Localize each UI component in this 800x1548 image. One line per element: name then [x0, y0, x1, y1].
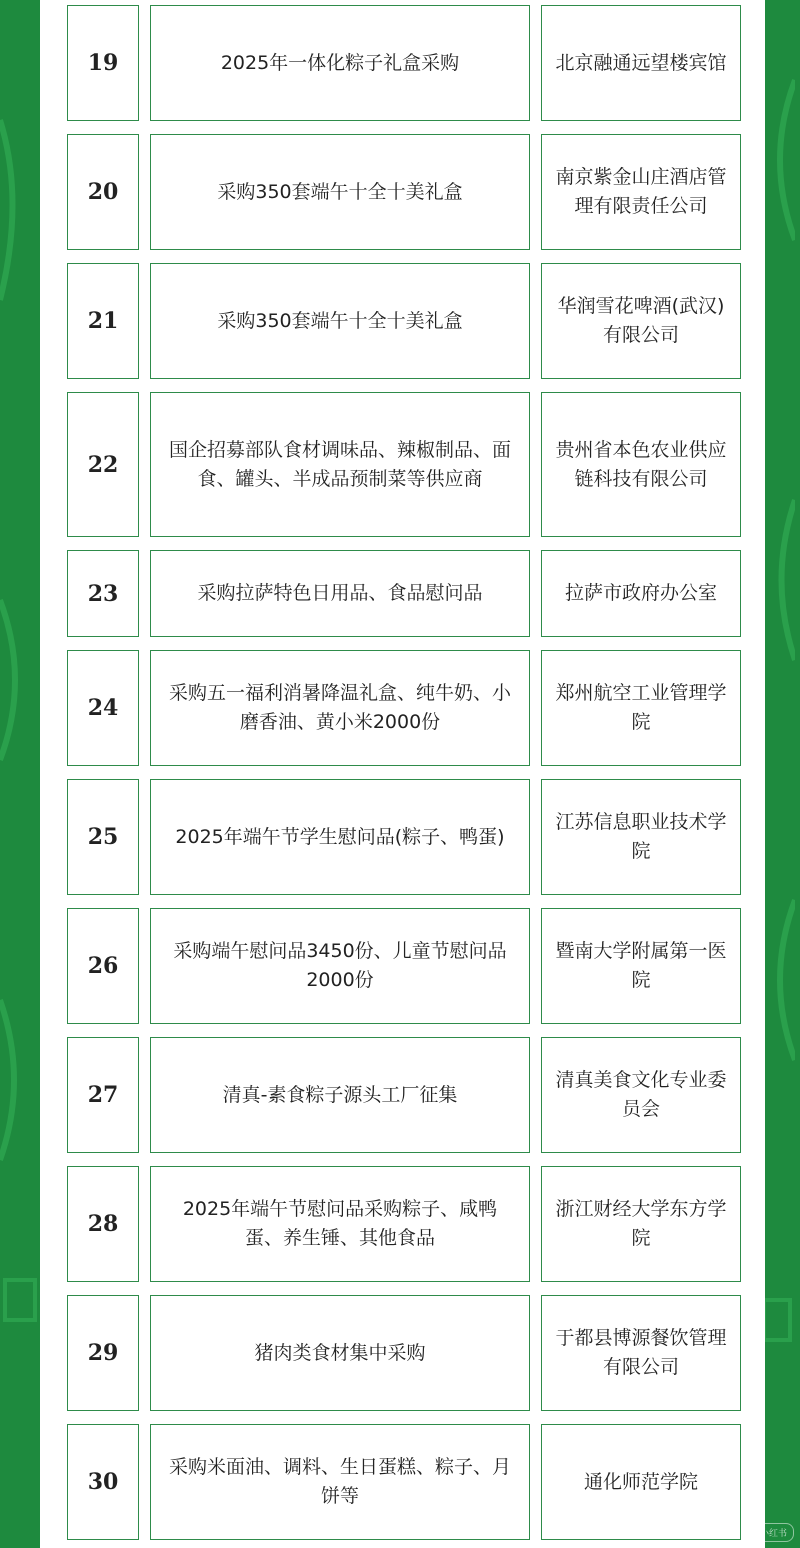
procurement-item: 采购端午慰问品3450份、儿童节慰问品2000份	[150, 908, 530, 1024]
table-row	[40, 263, 765, 379]
procurement-item: 采购米面油、调料、生日蛋糕、粽子、月饼等	[150, 1424, 530, 1540]
table-row	[40, 908, 765, 1024]
row-number: 30	[67, 1424, 139, 1540]
procurement-table	[40, 0, 765, 1548]
table-row	[40, 1295, 765, 1411]
table-row	[40, 5, 765, 121]
procurement-item: 采购350套端午十全十美礼盒	[150, 134, 530, 250]
procurement-item: 国企招募部队食材调味品、辣椒制品、面食、罐头、半成品预制菜等供应商	[150, 392, 530, 537]
purchasing-organization: 南京紫金山庄酒店管理有限责任公司	[541, 134, 741, 250]
procurement-item: 2025年一体化粽子礼盒采购	[150, 5, 530, 121]
purchasing-organization: 浙江财经大学东方学院	[541, 1166, 741, 1282]
purchasing-organization: 拉萨市政府办公室	[541, 550, 741, 637]
table-row	[40, 1424, 765, 1540]
row-number: 23	[67, 550, 139, 637]
table-row	[40, 1037, 765, 1153]
row-number: 27	[67, 1037, 139, 1153]
table-row	[40, 550, 765, 637]
row-number: 22	[67, 392, 139, 537]
procurement-item: 采购五一福利消暑降温礼盒、纯牛奶、小磨香油、黄小米2000份	[150, 650, 530, 766]
row-number: 21	[67, 263, 139, 379]
watermark-badge: 小红书	[753, 1523, 794, 1542]
row-number: 19	[67, 5, 139, 121]
row-number: 20	[67, 134, 139, 250]
procurement-item: 采购350套端午十全十美礼盒	[150, 263, 530, 379]
purchasing-organization: 华润雪花啤酒(武汉)有限公司	[541, 263, 741, 379]
purchasing-organization: 暨南大学附属第一医院	[541, 908, 741, 1024]
purchasing-organization: 北京融通远望楼宾馆	[541, 5, 741, 121]
purchasing-organization: 通化师范学院	[541, 1424, 741, 1540]
table-row	[40, 1166, 765, 1282]
procurement-item: 猪肉类食材集中采购	[150, 1295, 530, 1411]
purchasing-organization: 贵州省本色农业供应链科技有限公司	[541, 392, 741, 537]
table-row	[40, 650, 765, 766]
table-row	[40, 779, 765, 895]
left-decorative-border	[0, 0, 40, 1548]
purchasing-organization: 清真美食文化专业委员会	[541, 1037, 741, 1153]
row-number: 29	[67, 1295, 139, 1411]
procurement-item: 采购拉萨特色日用品、食品慰问品	[150, 550, 530, 637]
row-number: 28	[67, 1166, 139, 1282]
row-number: 25	[67, 779, 139, 895]
row-number: 26	[67, 908, 139, 1024]
purchasing-organization: 于都县博源餐饮管理有限公司	[541, 1295, 741, 1411]
table-row	[40, 392, 765, 537]
table-row	[40, 134, 765, 250]
row-number: 24	[67, 650, 139, 766]
right-decorative-border	[760, 0, 800, 1548]
procurement-item: 2025年端午节慰问品采购粽子、咸鸭蛋、养生锤、其他食品	[150, 1166, 530, 1282]
purchasing-organization: 江苏信息职业技术学院	[541, 779, 741, 895]
purchasing-organization: 郑州航空工业管理学院	[541, 650, 741, 766]
procurement-item: 2025年端午节学生慰问品(粽子、鸭蛋)	[150, 779, 530, 895]
procurement-item: 清真-素食粽子源头工厂征集	[150, 1037, 530, 1153]
